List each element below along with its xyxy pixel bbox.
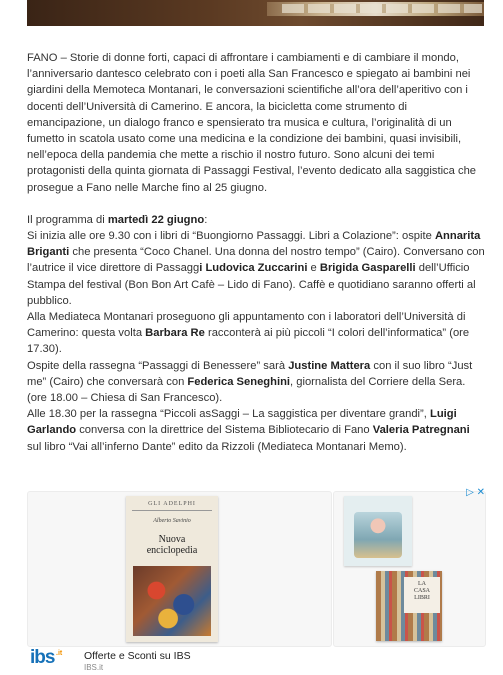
- book-author: Alberto Savinio: [153, 518, 191, 524]
- book-publisher: GLI ADELPHI: [148, 501, 196, 507]
- adchoices-controls: [466, 487, 485, 498]
- program-item-lab: Alla Mediateca Montanari proseguono gli appuntamento con i laboratori dell’Università di Camerino: questa volta Barbara Re racconterà ai più piccoli “I colori dell’informatica” (ore 17.30).: [27, 311, 470, 356]
- books-graphic: [282, 4, 482, 13]
- ad-footer[interactable]: [27, 648, 487, 675]
- program-item-piccoli: Alle 18.30 per la rassegna “Piccoli asSaggi – La saggistica per diventare grandi”, Luigi Garlando conversa con la direttrice del Sistema Bibliotecario di Fano Valeria Patregnani sul libro “Vai all’inferno Dante” edito da Rizzoli (Mediateca Montanari Memo).: [27, 408, 470, 453]
- adchoices-icon[interactable]: ▷: [466, 487, 474, 498]
- program-date: martedì 22 giugno: [107, 213, 205, 226]
- article-body: [27, 50, 487, 455]
- article-hero-image: [27, 0, 484, 26]
- ibs-logo[interactable]: ibs .it: [30, 647, 63, 668]
- book-illustration: [354, 512, 402, 558]
- book-cover-nuova-enciclopedia[interactable]: [126, 496, 218, 642]
- program-item-benessere: Ospite della rassegna “Passaggi di Benessere” sarà Justine Mattera con il suo libro “Just me” (Cairo) che conversarà con Federica Seneghini, giornalista del Corriere della Sera. (ore 18.00 – Chiesa di San Francesco).: [27, 359, 473, 405]
- article-intro: FANO – Storie di donne forti, capaci di affrontare i cambiamenti e di cambiare il mondo, l’anniversario dantesco celebrato con i poeti alla San Francesco e spiegato ai bambini nei giardini della Memoteca Montanari, le conversazioni scientifiche all’ora dell’aperitivo con i docenti dell’Università di Camerino. E ancora, la bicicletta come strumento di emancipazione, un dialogo franco e spensierato tra musica e cultura, l’originalità di un fumetto in scatola usato come una medicina e la condizione dei bambini, quasi invisibili, nell’epoca della pandemia che mette a rischio il nostro futuro. Sono alcuni dei temi protagonisti della quinta giornata di Passaggi Festival, l’evento dedicato alla saggistica che prosegue a Fano nelle Marche fino al 25 giugno.: [27, 52, 477, 194]
- book-cover-illustrated[interactable]: [344, 496, 412, 566]
- close-icon[interactable]: ✕: [476, 487, 485, 498]
- program-heading: Il programma di martedì 22 giugno:: [27, 213, 208, 226]
- ad-banner[interactable]: [27, 489, 487, 647]
- ad-product-card-secondary[interactable]: [333, 491, 486, 647]
- book-cover-label: LA CASA LIBRI: [404, 577, 440, 613]
- ad-product-card[interactable]: [27, 491, 332, 647]
- book-cover-artwork: [133, 566, 211, 636]
- book-cover-casa-libri[interactable]: [376, 571, 442, 641]
- program-item-breakfast: Si inizia alle ore 9.30 con i libri di “Buongiorno Passaggi. Libri a Colazione”: ospite Annarita Briganti che presenta “Coco Chanel. Una donna del nostro tempo” (Cairo). Conversano con l’autrice il vice direttore di Passaggi Ludovica Zuccarini e Brigida Gasparelli dell’Ufficio Stampa del festival (Bon Bon Art Cafè – Lido di Fano). Caffè e quotidiano saranno offerti al pubblico.: [27, 230, 485, 307]
- book-title: Nuova enciclopedia: [146, 534, 198, 556]
- ad-domain: IBS.it: [84, 663, 104, 672]
- ad-title-link[interactable]: Offerte e Sconti su IBS: [84, 650, 191, 662]
